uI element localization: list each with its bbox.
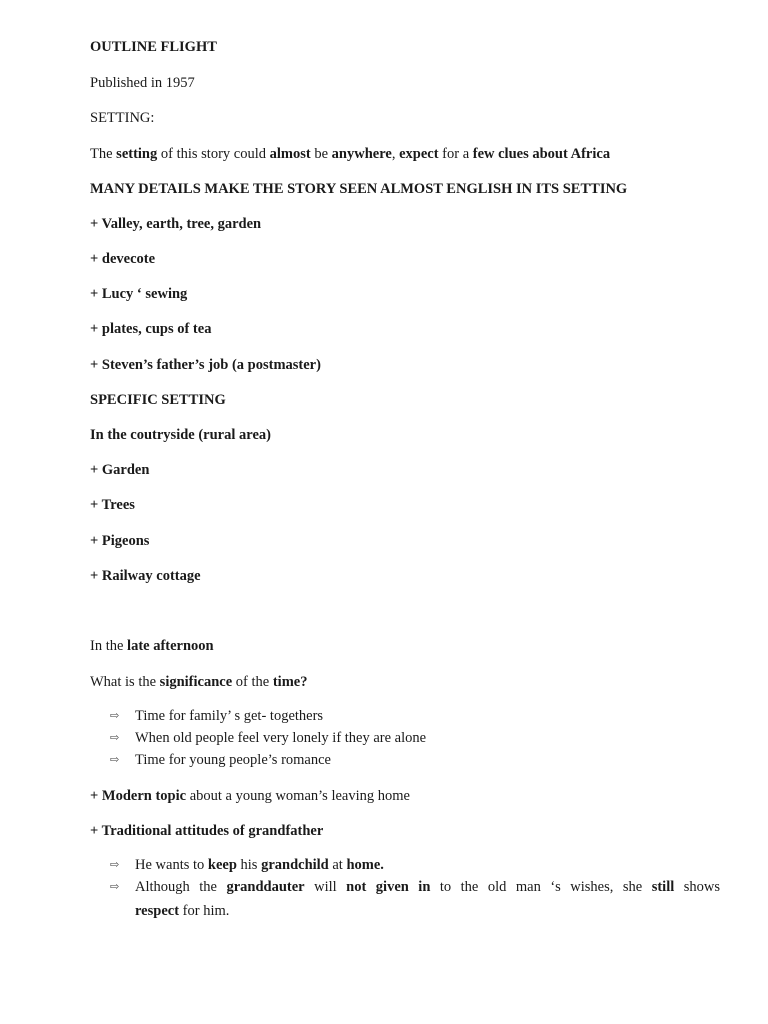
- setting-sentence: The setting of this story could almost be anywhere, expect for a few clues about Africa: [90, 146, 611, 162]
- significance-question: What is the significance of the time?: [90, 674, 308, 690]
- detail-item: + Lucy ‘ sewing: [90, 286, 188, 302]
- specific-setting-heading: SPECIFIC SETTING: [90, 392, 226, 408]
- late-afternoon-line: In the late afternoon: [90, 638, 214, 654]
- arrow-bullet-icon: ⇨: [110, 881, 120, 893]
- grandfather-bullet-continuation: respect for him.: [135, 903, 230, 919]
- arrow-bullet-icon: ⇨: [110, 732, 120, 744]
- countryside-line: In the coutryside (rural area): [90, 427, 271, 443]
- arrow-bullet-icon: ⇨: [110, 710, 120, 722]
- detail-item: + devecote: [90, 251, 156, 267]
- many-details-heading: MANY DETAILS MAKE THE STORY SEEN ALMOST ENGLISH IN ITS SETTING: [90, 181, 628, 197]
- rural-item: + Garden: [90, 462, 150, 478]
- grandfather-bullet: He wants to keep his grandchild at home.: [135, 857, 384, 873]
- time-bullet: Time for young people’s romance: [135, 752, 331, 768]
- time-bullet: Time for family’ s get- togethers: [135, 708, 324, 724]
- setting-heading: SETTING:: [90, 110, 155, 126]
- grandfather-bullet: Although the granddauter will not given in to the old man ‘s wishes, she still shows: [135, 879, 720, 895]
- arrow-bullet-icon: ⇨: [110, 859, 120, 871]
- rural-item: + Pigeons: [90, 533, 150, 549]
- rural-item: + Railway cottage: [90, 568, 201, 584]
- time-bullet: When old people feel very lonely if they are alone: [135, 730, 427, 746]
- detail-item: + plates, cups of tea: [90, 321, 212, 337]
- modern-topic-line: + Modern topic about a young woman’s leaving home: [90, 788, 410, 804]
- document-title: OUTLINE FLIGHT: [90, 39, 217, 55]
- published-line: Published in 1957: [90, 75, 195, 91]
- detail-item: + Steven’s father’s job (a postmaster): [90, 357, 321, 373]
- rural-item: + Trees: [90, 497, 135, 513]
- detail-item: + Valley, earth, tree, garden: [90, 216, 262, 232]
- traditional-attitudes-heading: + Traditional attitudes of grandfather: [90, 823, 324, 839]
- arrow-bullet-icon: ⇨: [110, 754, 120, 766]
